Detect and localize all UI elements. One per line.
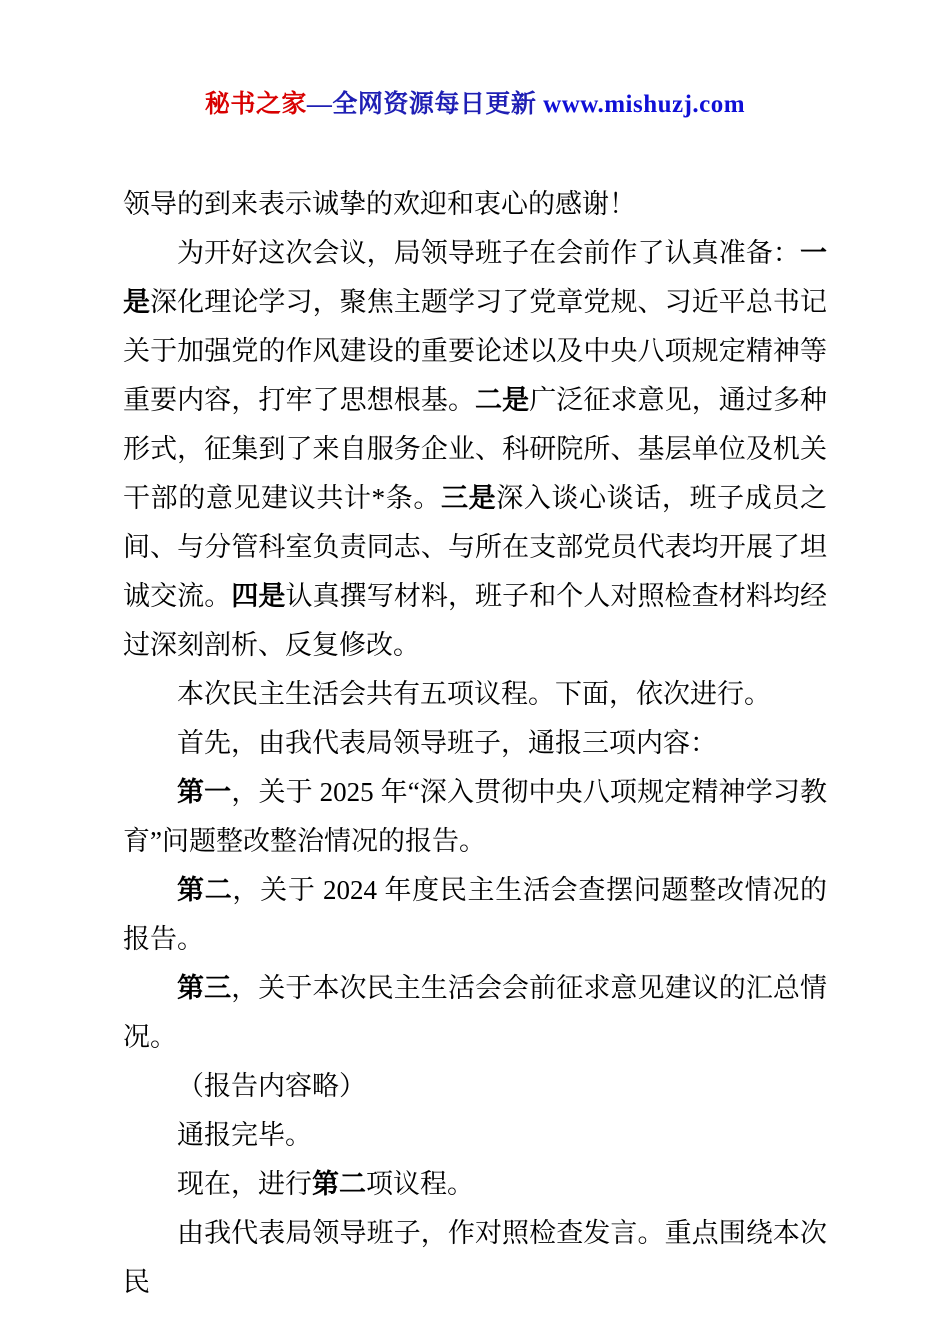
header-tagline: —全网资源每日更新 bbox=[306, 91, 544, 118]
paragraph bbox=[123, 670, 827, 719]
text-run: 广泛征求意见，通过多种形式，征集到了来自服务企业、科研院所、基层单位及机关干部的意见建议共计*条。 bbox=[123, 385, 828, 513]
text-run: 领导的到来表示诚挚的欢迎和衷心的感谢！ bbox=[123, 189, 636, 219]
text-run: ，关于 2025 年“深入贯彻中央八项规定精神学习教育”问题整改整治情况的报告。 bbox=[123, 777, 828, 856]
paragraph bbox=[123, 1062, 827, 1111]
text-run: 认真撰写材料，班子和个人对照检查材料均经过深刻剖析、反复修改。 bbox=[123, 581, 828, 660]
text-run: 第三 bbox=[177, 973, 232, 1003]
text-run: 三是 bbox=[440, 483, 497, 513]
paragraph bbox=[123, 229, 827, 670]
text-run: 为开好这次会议，局领导班子在会前作了认真准备： bbox=[177, 238, 800, 268]
text-run: 第二 bbox=[312, 1169, 366, 1199]
text-run: 本次民主生活会共有五项议程。下面，依次进行。 bbox=[177, 679, 771, 709]
paragraph bbox=[123, 180, 827, 229]
page-header bbox=[123, 88, 827, 122]
site-url-link[interactable]: www.mishuzj.com bbox=[543, 91, 746, 118]
text-run: 四是 bbox=[231, 581, 286, 611]
paragraph bbox=[123, 1160, 827, 1209]
text-run: 深化理论学习，聚焦主题学习了党章党规、习近平总书记关于加强党的作风建设的重要论述以及中央八项规定精神等重要内容，打牢了思想根基。 bbox=[123, 287, 828, 415]
text-run: 现在，进行 bbox=[177, 1169, 312, 1199]
text-run: （报告内容略） bbox=[177, 1071, 366, 1101]
text-run: 首先，由我代表局领导班子，通报三项内容： bbox=[177, 728, 717, 758]
text-run: 通报完毕。 bbox=[177, 1120, 312, 1150]
text-run: 项议程。 bbox=[366, 1169, 474, 1199]
site-brand: 秘书之家 bbox=[204, 91, 307, 118]
text-run: ，关于 2024 年度民主生活会查摆问题整改情况的报告。 bbox=[123, 875, 828, 954]
text-run: 第一 bbox=[177, 777, 232, 807]
paragraph bbox=[123, 768, 827, 866]
text-run: 由我代表局领导班子，作对照检查发言。重点围绕本次民 bbox=[123, 1218, 827, 1297]
text-run: 一是 bbox=[123, 238, 827, 317]
paragraph bbox=[123, 1111, 827, 1160]
paragraph bbox=[123, 964, 827, 1062]
text-run: 第二 bbox=[177, 875, 233, 905]
paragraph bbox=[123, 1209, 827, 1307]
text-run: 二是 bbox=[475, 385, 530, 415]
text-run: ，关于本次民主生活会会前征求意见建议的汇总情况。 bbox=[123, 973, 828, 1052]
text-run: 深入谈心谈话，班子成员之间、与分管科室负责同志、与所在支部党员代表均开展了坦诚交流。 bbox=[123, 483, 828, 611]
paragraph bbox=[123, 866, 827, 964]
paragraph bbox=[123, 719, 827, 768]
document-body bbox=[123, 180, 827, 1307]
